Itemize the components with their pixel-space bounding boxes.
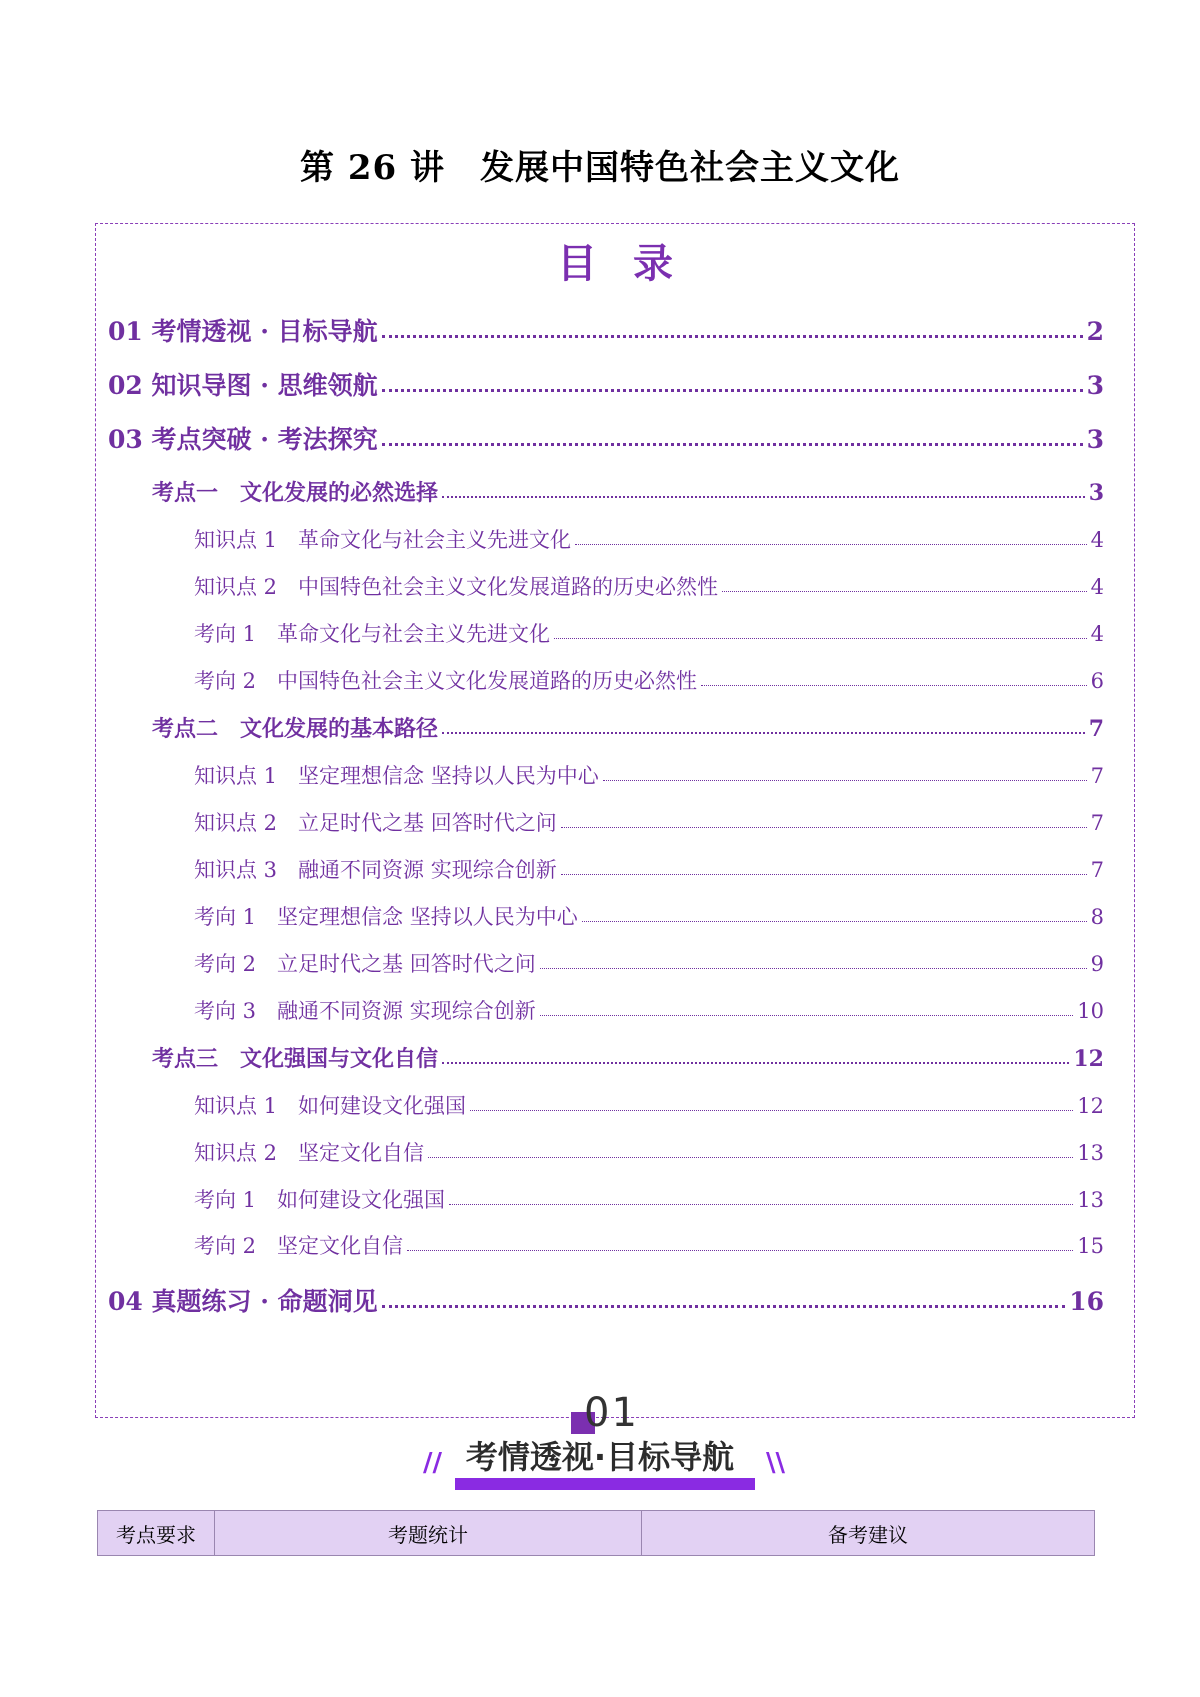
toc-entry-text: 考向 2 中国特色社会主义文化发展道路的历史必然性 — [194, 669, 698, 693]
toc-entry[interactable] — [194, 854, 1104, 884]
toc-entry-text: 知识点 2 立足时代之基 回答时代之问 — [194, 811, 557, 835]
toc-page-number: 6 — [1090, 669, 1104, 693]
toc-entry-text: 考向 1 革命文化与社会主义先进文化 — [194, 622, 551, 646]
toc-entry[interactable] — [194, 524, 1104, 554]
toc-entry[interactable] — [152, 712, 1104, 743]
toc-page-number: 3 — [1086, 425, 1104, 454]
toc-leader-dots — [428, 1153, 1073, 1158]
toc-entry-text: 考点三 文化强国与文化自信 — [152, 1046, 439, 1072]
slash-decoration-right: \\ — [766, 1448, 785, 1478]
toc-page-number: 13 — [1077, 1188, 1104, 1212]
toc-entry-text: 03 考点突破 · 考法探究 — [108, 425, 378, 454]
requirements-table — [97, 1510, 1095, 1556]
header-cell-requirements: 考点要求 — [98, 1511, 215, 1556]
toc-page-number: 2 — [1086, 317, 1104, 346]
toc-entry[interactable] — [152, 476, 1104, 507]
header-cell-statistics: 考题统计 — [215, 1511, 642, 1556]
toc-entry[interactable] — [194, 901, 1104, 931]
toc-entry[interactable] — [194, 1137, 1104, 1167]
slash-decoration-left: // — [423, 1448, 442, 1478]
toc-page-number: 3 — [1086, 371, 1104, 400]
toc-entry-text: 知识点 1 如何建设文化强国 — [194, 1094, 467, 1118]
toc-entry[interactable] — [108, 366, 1104, 402]
toc-entry[interactable] — [152, 1042, 1104, 1073]
toc-leader-dots — [540, 1011, 1074, 1016]
toc-leader-dots — [442, 1058, 1069, 1064]
toc-entry-text: 考向 1 如何建设文化强国 — [194, 1188, 446, 1212]
toc-entry-text: 考向 3 融通不同资源 实现综合创新 — [194, 999, 536, 1023]
toc-entry[interactable] — [194, 1230, 1104, 1260]
toc-entry[interactable] — [108, 1282, 1104, 1318]
toc-leader-dots — [561, 870, 1087, 875]
header-cell-suggestions: 备考建议 — [642, 1511, 1095, 1556]
toc-page-number: 3 — [1088, 480, 1104, 506]
toc-leader-dots — [382, 330, 1083, 338]
toc-leader-dots — [407, 1246, 1073, 1251]
toc-leader-dots — [382, 384, 1083, 392]
toc-entry[interactable] — [194, 760, 1104, 790]
toc-entry[interactable] — [108, 420, 1104, 456]
toc-entry-text: 考点一 文化发展的必然选择 — [152, 480, 439, 506]
toc-entry[interactable] — [194, 948, 1104, 978]
toc-leader-dots — [701, 681, 1087, 686]
toc-entry-text: 考点二 文化发展的基本路径 — [152, 716, 439, 742]
toc-leader-dots — [582, 917, 1087, 922]
toc-leader-dots — [575, 540, 1087, 545]
document-title: 第 26 讲 发展中国特色社会主义文化 — [300, 148, 900, 188]
toc-entry[interactable] — [194, 1184, 1104, 1214]
toc-entry[interactable] — [194, 618, 1104, 648]
table-header-row — [98, 1511, 1095, 1556]
toc-page-number: 7 — [1090, 858, 1104, 882]
section-underline-bar — [455, 1478, 755, 1490]
toc-entry-text: 04 真题练习 · 命题洞见 — [108, 1287, 378, 1316]
toc-leader-dots — [442, 492, 1085, 498]
toc-entry-text: 知识点 1 革命文化与社会主义先进文化 — [194, 528, 572, 552]
toc-entry[interactable] — [108, 312, 1104, 348]
toc-page-number: 15 — [1077, 1234, 1104, 1258]
toc-entry[interactable] — [194, 995, 1104, 1025]
section-badge — [0, 1390, 1200, 1500]
toc-entry-text: 考向 2 坚定文化自信 — [194, 1234, 404, 1258]
table-of-contents — [95, 223, 1135, 1418]
toc-page-number: 12 — [1073, 1046, 1104, 1072]
toc-entry[interactable] — [194, 571, 1104, 601]
toc-page-number: 13 — [1077, 1141, 1104, 1165]
toc-entry-text: 考向 1 坚定理想信念 坚持以人民为中心 — [194, 905, 578, 929]
toc-entry-text: 知识点 2 坚定文化自信 — [194, 1141, 425, 1165]
toc-entry-text: 知识点 3 融通不同资源 实现综合创新 — [194, 858, 557, 882]
toc-page-number: 7 — [1090, 764, 1104, 788]
toc-leader-dots — [470, 1106, 1073, 1111]
toc-page-number: 7 — [1090, 811, 1104, 835]
toc-page-number: 9 — [1090, 952, 1104, 976]
toc-leader-dots — [540, 964, 1087, 969]
toc-leader-dots — [561, 823, 1087, 828]
toc-leader-dots — [603, 776, 1087, 781]
toc-page-number: 16 — [1069, 1287, 1104, 1316]
toc-entry-text: 知识点 2 中国特色社会主义文化发展道路的历史必然性 — [194, 575, 719, 599]
toc-leader-dots — [382, 1300, 1066, 1308]
toc-entry[interactable] — [194, 665, 1104, 695]
toc-entry[interactable] — [194, 1090, 1104, 1120]
toc-page-number: 12 — [1077, 1094, 1104, 1118]
toc-heading: 目录 — [557, 241, 709, 287]
toc-leader-dots — [449, 1200, 1073, 1205]
toc-page-number: 7 — [1088, 716, 1104, 742]
toc-leader-dots — [442, 728, 1085, 734]
toc-page-number: 4 — [1090, 528, 1104, 552]
section-title: 考情透视·目标导航 — [465, 1438, 735, 1476]
section-number: 01 — [584, 1390, 639, 1436]
toc-leader-dots — [382, 438, 1083, 446]
toc-entry-text: 知识点 1 坚定理想信念 坚持以人民为中心 — [194, 764, 599, 788]
toc-entry-text: 01 考情透视 · 目标导航 — [108, 317, 378, 346]
toc-page-number: 8 — [1090, 905, 1104, 929]
toc-page-number: 4 — [1090, 575, 1104, 599]
toc-page-number: 10 — [1077, 999, 1104, 1023]
toc-leader-dots — [554, 634, 1087, 639]
toc-entry[interactable] — [194, 807, 1104, 837]
toc-page-number: 4 — [1090, 622, 1104, 646]
toc-entry-text: 02 知识导图 · 思维领航 — [108, 371, 378, 400]
toc-leader-dots — [722, 587, 1087, 592]
toc-entry-text: 考向 2 立足时代之基 回答时代之问 — [194, 952, 536, 976]
